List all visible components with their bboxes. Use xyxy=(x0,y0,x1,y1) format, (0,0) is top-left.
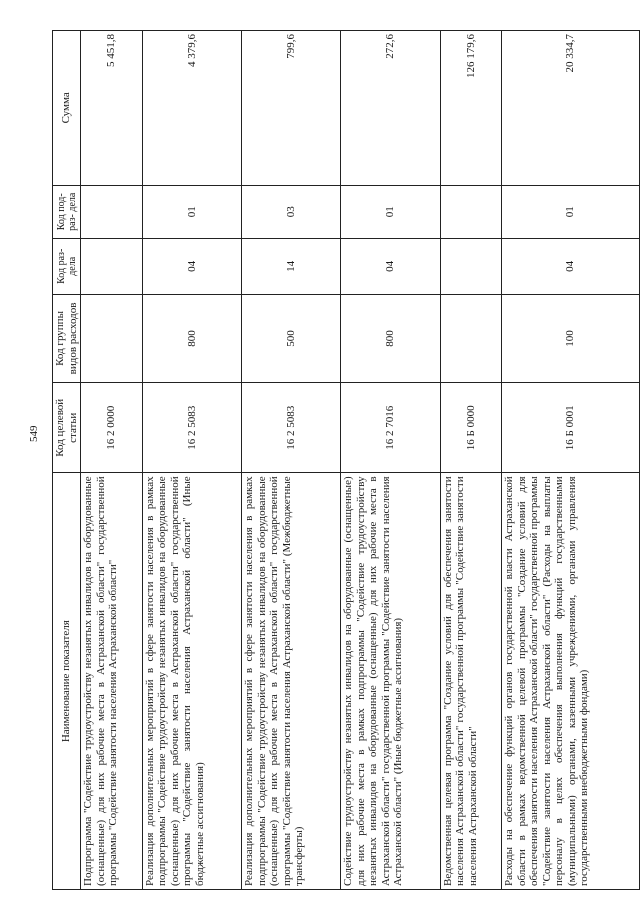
row-sum: 20 334,7 xyxy=(502,31,640,186)
row-vr: 800 xyxy=(142,294,241,382)
row-sum: 799,6 xyxy=(242,31,341,186)
row-pr: 01 xyxy=(341,185,440,238)
row-sum: 126 179,6 xyxy=(440,31,502,186)
budget-table xyxy=(52,30,640,890)
row-name: Реализация дополнительных мероприятий в сфере занятости населения в рамках подпрограммы "Содействие трудоустройству незанятых инвалидов на оборудованные (оснащенные) для них рабочие места в Астраханской области" государственной программы "Содействие занятости населения Астраханской области" (Межбюджетные трансферты) xyxy=(242,473,341,890)
row-vr: 800 xyxy=(341,294,440,382)
table-row xyxy=(502,31,640,890)
row-sum: 5 451,8 xyxy=(81,31,143,186)
row-name: Ведомственная целевая программа "Создание условий для обеспечения занятости населения Астраханской области" государственной программы "Содействие занятости населения Астраханской области" xyxy=(440,473,502,890)
row-csr: 16 2 5083 xyxy=(242,383,341,473)
row-vr xyxy=(81,294,143,382)
row-pr xyxy=(440,185,502,238)
header-name: Наименование показателя xyxy=(53,473,81,890)
page-number: 549 xyxy=(28,425,40,442)
row-vr: 100 xyxy=(502,294,640,382)
row-csr: 16 2 5083 xyxy=(142,383,241,473)
table-row xyxy=(142,31,241,890)
header-pr: Код под- раз- дела xyxy=(53,185,81,238)
row-vr: 500 xyxy=(242,294,341,382)
row-pr xyxy=(81,185,143,238)
row-name: Расходы на обеспечение функций органов государственной власти Астраханской области в рамках ведомственной целевой программы "Создание условий для обеспечения занятости населения Астраханской области" государственной программы "Содействие занятости населения Астраханской области" (Расходы на выплаты персоналу в целях обеспечения выполнения функций государственными (муниципальными) органами, казенными учреждениями, органами управления государственными внебюджетными фондами) xyxy=(502,473,640,890)
row-rz xyxy=(81,238,143,294)
table-row xyxy=(440,31,502,890)
row-pr: 03 xyxy=(242,185,341,238)
row-csr: 16 2 0000 xyxy=(81,383,143,473)
header-vr: Код группы видов расходов xyxy=(53,294,81,382)
row-pr: 01 xyxy=(142,185,241,238)
rotated-page xyxy=(52,30,640,890)
row-pr: 01 xyxy=(502,185,640,238)
header-rz: Код раз- дела xyxy=(53,238,81,294)
row-rz: 04 xyxy=(341,238,440,294)
row-rz: 14 xyxy=(242,238,341,294)
row-name: Подпрограмма "Содействие трудоустройству незанятых инвалидов на оборудованные (оснащенные) для них рабочие места в Астраханской области" государственной программы "Содействие занятости населения Астраханской области" xyxy=(81,473,143,890)
row-rz xyxy=(440,238,502,294)
header-row xyxy=(53,31,81,890)
row-name: Содействие трудоустройству незанятых инвалидов на оборудованные (оснащенные) для них рабочие места в рамках подпрограммы "Содействие трудоустройству незанятых инвалидов на оборудованные (оснащенные) для них рабочие места в Астраханской области" государственной программы "Содействие занятости населения Астраханской области" (Иные бюджетные ассигнования) xyxy=(341,473,440,890)
row-vr xyxy=(440,294,502,382)
row-csr: 16 2 7016 xyxy=(341,383,440,473)
table-row xyxy=(81,31,143,890)
table-row xyxy=(341,31,440,890)
row-rz: 04 xyxy=(502,238,640,294)
row-rz: 04 xyxy=(142,238,241,294)
header-csr: Код целевой статьи xyxy=(53,383,81,473)
table-row xyxy=(242,31,341,890)
row-name: Реализация дополнительных мероприятий в сфере занятости населения в рамках подпрограммы "Содействие трудоустройству незанятых инвалидов на оборудованные (оснащенные) для них рабочие места в Астраханской области" государственной программы "Содействие занятости населения Астраханской области" (Иные бюджетные ассигнования) xyxy=(142,473,241,890)
row-csr: 16 Б 0000 xyxy=(440,383,502,473)
header-sum: Сумма xyxy=(53,31,81,186)
row-csr: 16 Б 0001 xyxy=(502,383,640,473)
row-sum: 272,6 xyxy=(341,31,440,186)
row-sum: 4 379,6 xyxy=(142,31,241,186)
